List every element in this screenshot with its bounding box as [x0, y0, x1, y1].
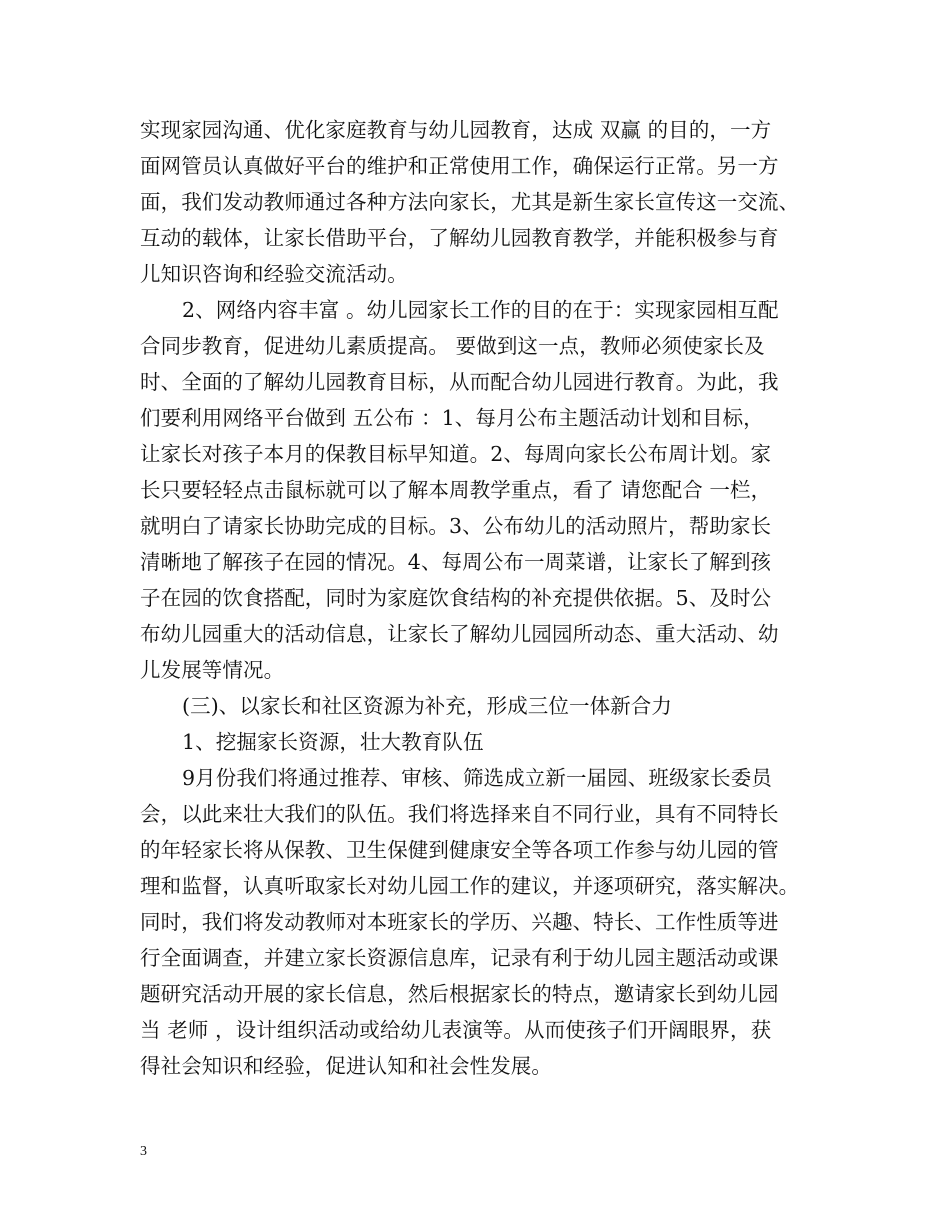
text-line: 会，以此来壮大我们的队伍。我们将选择来自不同行业，具有不同特长 [140, 802, 779, 826]
text-line: 儿知识咨询和经验交流活动。 [140, 262, 408, 286]
text-line: 实现家园沟通、优化家庭教育与幼儿园教育，达成 双赢 的目的，一方 [140, 118, 772, 142]
text-line: 布幼儿园重大的活动信息，让家长了解幼儿园园所动态、重大活动、幼 [140, 622, 779, 646]
text-line: 互动的载体，让家长借助平台，了解幼儿园教育教学，并能积极参与育 [140, 226, 779, 250]
text-line: 让家长对孩子本月的保教目标早知道。2、每周向家长公布周计划。家 [140, 442, 772, 466]
text-line: 合同步教育，促进幼儿素质提高。 要做到这一点，教师必须使家长及 [140, 334, 765, 358]
text-line: 面，我们发动教师通过各种方法向家长，尤其是新生家长宣传这一交流、 [140, 190, 800, 214]
text-line: 同时，我们将发动教师对本班家长的学历、兴趣、特长、工作性质等进 [140, 910, 779, 934]
text-line: 行全面调查，并建立家长资源信息库，记录有利于幼儿园主题活动或课 [140, 946, 779, 970]
text-line: 清晰地了解孩子在园的情况。4、每周公布一周菜谱，让家长了解到孩 [140, 550, 772, 574]
text-line: 时、全面的了解幼儿园教育目标，从而配合幼儿园进行教育。为此，我 [140, 370, 779, 394]
text-line: 面网管员认真做好平台的维护和正常使用工作，确保运行正常。另一方 [140, 154, 779, 178]
text-line: 们要利用网络平台做到 五公布 ：1、每月公布主题活动计划和目标， [140, 406, 764, 430]
text-line: 2、网络内容丰富 。幼儿园家长工作的目的在于：实现家园相互配 [182, 298, 779, 322]
text-line: 得社会知识和经验，促进认知和社会性发展。 [140, 1054, 552, 1078]
page-number: 3 [140, 1144, 147, 1159]
text-line: 就明白了请家长协助完成的目标。3、公布幼儿的活动照片，帮助家长 [140, 514, 772, 538]
text-line: 9月份我们将通过推荐、审核、筛选成立新一届园、班级家长委员 [182, 766, 772, 790]
text-line: 当 老师 ，设计组织活动或给幼儿表演等。从而使孩子们开阔眼界，获 [140, 1018, 772, 1042]
subsection-heading: 1、挖掘家长资源，壮大教育队伍 [182, 730, 484, 754]
section-heading: (三)、以家长和社区资源为补充，形成三位一体新合力 [182, 694, 672, 718]
text-line: 理和监督，认真听取家长对幼儿园工作的建议，并逐项研究，落实解决。 [140, 874, 800, 898]
text-line: 题研究活动开展的家长信息，然后根据家长的特点，邀请家长到幼儿园 [140, 982, 779, 1006]
text-line: 的年轻家长将从保教、卫生保健到健康安全等各项工作参与幼儿园的管 [140, 838, 779, 862]
text-line: 子在园的饮食搭配，同时为家庭饮食结构的补充提供依据。5、及时公 [140, 586, 772, 610]
text-line: 长只要轻轻点击鼠标就可以了解本周教学重点，看了 请您配合 一栏， [140, 478, 772, 502]
text-line: 儿发展等情况。 [140, 658, 285, 682]
